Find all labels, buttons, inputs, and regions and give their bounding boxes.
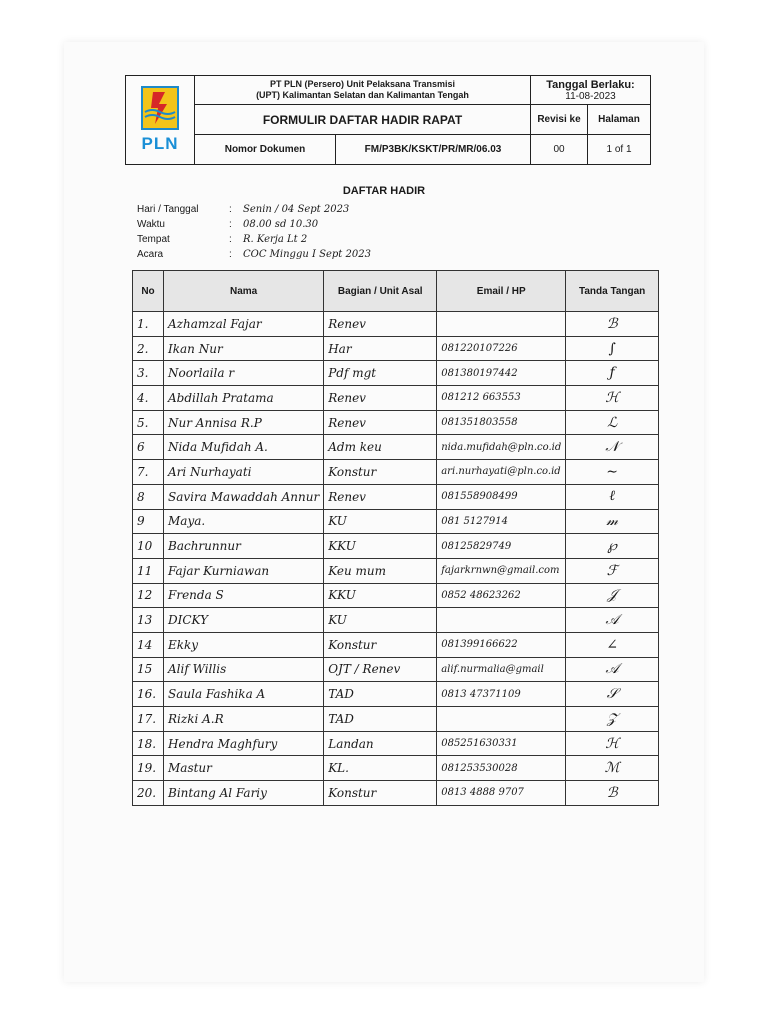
table-row xyxy=(133,632,659,657)
revisi-value: 00 xyxy=(531,135,588,165)
cell-no: 11 xyxy=(133,558,164,583)
company-line-1: PT PLN (Persero) Unit Pelaksana Transmisi xyxy=(269,79,456,89)
table-row xyxy=(133,707,659,732)
cell-nama: Nida Mufidah A. xyxy=(164,435,324,460)
cell-signature: ∫ xyxy=(566,336,659,361)
info-colon: : xyxy=(229,249,232,260)
cell-no: 4. xyxy=(133,386,164,411)
table-row xyxy=(133,386,659,411)
cell-contact: alif.nurmalia@gmail xyxy=(437,657,566,682)
nomor-dokumen-value: FM/P3BK/KSKT/PR/MR/06.03 xyxy=(336,135,531,165)
cell-signature: ℋ xyxy=(566,731,659,756)
cell-unit: KKU xyxy=(324,534,437,559)
document-header xyxy=(125,75,651,165)
cell-unit: KL. xyxy=(324,756,437,781)
cell-contact: 0813 47371109 xyxy=(437,682,566,707)
cell-no: 16. xyxy=(133,682,164,707)
cell-no: 5. xyxy=(133,410,164,435)
info-value: 08.00 sd 10.30 xyxy=(243,219,319,230)
cell-contact: 081558908499 xyxy=(437,484,566,509)
table-row xyxy=(133,558,659,583)
cell-contact: 0852 48623262 xyxy=(437,583,566,608)
table-row xyxy=(133,756,659,781)
nomor-dokumen-label: Nomor Dokumen xyxy=(195,135,336,165)
cell-unit: Renev xyxy=(324,410,437,435)
cell-contact xyxy=(437,312,566,337)
cell-no: 9 xyxy=(133,509,164,534)
cell-no: 18. xyxy=(133,731,164,756)
info-label: Waktu xyxy=(137,219,165,230)
cell-unit: Adm keu xyxy=(324,435,437,460)
cell-unit: OJT / Renev xyxy=(324,657,437,682)
table-row xyxy=(133,460,659,485)
meeting-info xyxy=(137,202,371,262)
table-row xyxy=(133,781,659,806)
table-row xyxy=(133,657,659,682)
cell-nama: Bachrunnur xyxy=(164,534,324,559)
cell-contact: 081399166622 xyxy=(437,632,566,657)
revisi-label: Revisi ke xyxy=(531,105,588,135)
cell-signature: ℬ xyxy=(566,781,659,806)
info-row xyxy=(137,232,371,247)
form-title: FORMULIR DAFTAR HADIR RAPAT xyxy=(195,105,531,135)
cell-signature: ƒ xyxy=(566,361,659,386)
cell-no: 7. xyxy=(133,460,164,485)
cell-nama: DICKY xyxy=(164,608,324,633)
attendance-table xyxy=(132,270,659,806)
col-header-nama: Nama xyxy=(164,271,324,312)
cell-unit: TAD xyxy=(324,682,437,707)
cell-nama: Fajar Kurniawan xyxy=(164,558,324,583)
table-row xyxy=(133,682,659,707)
halaman-label: Halaman xyxy=(588,105,651,135)
cell-contact: 081351803558 xyxy=(437,410,566,435)
cell-nama: Ikan Nur xyxy=(164,336,324,361)
info-colon: : xyxy=(229,234,232,245)
cell-unit: Renev xyxy=(324,312,437,337)
table-row xyxy=(133,534,659,559)
cell-contact: fajarkrnwn@gmail.com xyxy=(437,558,566,583)
table-row xyxy=(133,336,659,361)
cell-unit: Konstur xyxy=(324,632,437,657)
info-row xyxy=(137,202,371,217)
cell-signature: 𝒩 xyxy=(566,435,659,460)
table-row xyxy=(133,435,659,460)
cell-no: 1. xyxy=(133,312,164,337)
cell-nama: Savira Mawaddah Annur xyxy=(164,484,324,509)
cell-no: 10 xyxy=(133,534,164,559)
cell-unit: Konstur xyxy=(324,781,437,806)
doc-title: DAFTAR HADIR xyxy=(342,185,426,197)
cell-nama: Frenda S xyxy=(164,583,324,608)
cell-nama: Rizki A.R xyxy=(164,707,324,732)
cell-no: 17. xyxy=(133,707,164,732)
cell-signature: ∠ xyxy=(566,632,659,657)
cell-contact: 081253530028 xyxy=(437,756,566,781)
cell-nama: Ari Nurhayati xyxy=(164,460,324,485)
cell-unit: KU xyxy=(324,608,437,633)
col-header-email: Email / HP xyxy=(437,271,566,312)
info-colon: : xyxy=(229,204,232,215)
cell-nama: Noorlaila r xyxy=(164,361,324,386)
cell-unit: Renev xyxy=(324,484,437,509)
logo-text: PLN xyxy=(141,134,179,153)
logo-cell xyxy=(126,76,195,165)
cell-no: 15 xyxy=(133,657,164,682)
pln-logo-icon xyxy=(141,86,179,130)
company-name xyxy=(195,76,531,105)
cell-no: 14 xyxy=(133,632,164,657)
table-row xyxy=(133,361,659,386)
table-row xyxy=(133,583,659,608)
table-row xyxy=(133,484,659,509)
table-row xyxy=(133,731,659,756)
cell-signature: 𝒜 xyxy=(566,608,659,633)
cell-signature: ℘ xyxy=(566,534,659,559)
tanggal-label: Tanggal Berlaku: xyxy=(546,78,635,91)
cell-no: 8 xyxy=(133,484,164,509)
cell-signature: 𝒮 xyxy=(566,682,659,707)
cell-contact: 081 5127914 xyxy=(437,509,566,534)
cell-contact: 08125829749 xyxy=(437,534,566,559)
cell-unit: Pdf mgt xyxy=(324,361,437,386)
info-row xyxy=(137,217,371,232)
cell-no: 2. xyxy=(133,336,164,361)
cell-unit: Landan xyxy=(324,731,437,756)
cell-signature: ℒ xyxy=(566,410,659,435)
cell-signature: ℳ xyxy=(566,756,659,781)
cell-unit: Konstur xyxy=(324,460,437,485)
cell-nama: Nur Annisa R.P xyxy=(164,410,324,435)
cell-no: 12 xyxy=(133,583,164,608)
cell-unit: Renev xyxy=(324,386,437,411)
tanggal-berlaku xyxy=(531,76,651,105)
tanggal-value: 11-08-2023 xyxy=(565,90,616,102)
cell-contact xyxy=(437,707,566,732)
info-label: Tempat xyxy=(137,234,170,245)
cell-signature: 𝒥 xyxy=(566,583,659,608)
cell-signature: 𝒜 xyxy=(566,657,659,682)
cell-contact: nida.mufidah@pln.co.id xyxy=(437,435,566,460)
cell-nama: Abdillah Pratama xyxy=(164,386,324,411)
cell-signature: 𝓂 xyxy=(566,509,659,534)
cell-nama: Alif Willis xyxy=(164,657,324,682)
cell-signature: ℓ xyxy=(566,484,659,509)
cell-nama: Hendra Maghfury xyxy=(164,731,324,756)
cell-contact: 0813 4888 9707 xyxy=(437,781,566,806)
cell-unit: Har xyxy=(324,336,437,361)
cell-no: 20. xyxy=(133,781,164,806)
cell-nama: Mastur xyxy=(164,756,324,781)
col-header-tanda-tangan: Tanda Tangan xyxy=(566,271,659,312)
col-header-unit: Bagian / Unit Asal xyxy=(324,271,437,312)
cell-contact: 081380197442 xyxy=(437,361,566,386)
cell-unit: Keu mum xyxy=(324,558,437,583)
info-label: Acara xyxy=(137,249,164,260)
info-value: R. Kerja Lt 2 xyxy=(243,234,308,245)
cell-nama: Ekky xyxy=(164,632,324,657)
cell-contact: 085251630331 xyxy=(437,731,566,756)
cell-signature: ℋ xyxy=(566,386,659,411)
cell-contact: 081220107226 xyxy=(437,336,566,361)
cell-signature: 𝒵 xyxy=(566,707,659,732)
cell-signature: ℱ xyxy=(566,558,659,583)
cell-nama: Maya. xyxy=(164,509,324,534)
cell-unit: KKU xyxy=(324,583,437,608)
cell-nama: Saula Fashika A xyxy=(164,682,324,707)
cell-contact: 081212 663553 xyxy=(437,386,566,411)
cell-contact xyxy=(437,608,566,633)
info-row xyxy=(137,247,371,262)
cell-no: 13 xyxy=(133,608,164,633)
cell-no: 3. xyxy=(133,361,164,386)
cell-unit: KU xyxy=(324,509,437,534)
cell-signature: ∼ xyxy=(566,460,659,485)
cell-nama: Azhamzal Fajar xyxy=(164,312,324,337)
table-row xyxy=(133,312,659,337)
table-row xyxy=(133,410,659,435)
table-row xyxy=(133,509,659,534)
halaman-value: 1 of 1 xyxy=(588,135,651,165)
info-value: COC Minggu I Sept 2023 xyxy=(243,249,371,260)
cell-no: 6 xyxy=(133,435,164,460)
info-colon: : xyxy=(229,219,232,230)
cell-contact: ari.nurhayati@pln.co.id xyxy=(437,460,566,485)
cell-nama: Bintang Al Fariy xyxy=(164,781,324,806)
company-line-2: (UPT) Kalimantan Selatan dan Kalimantan Tengah xyxy=(256,90,469,100)
cell-signature: ℬ xyxy=(566,312,659,337)
cell-no: 19. xyxy=(133,756,164,781)
table-row xyxy=(133,608,659,633)
col-header-no: No xyxy=(133,271,164,312)
info-value: Senin / 04 Sept 2023 xyxy=(243,204,350,215)
cell-unit: TAD xyxy=(324,707,437,732)
info-label: Hari / Tanggal xyxy=(137,204,199,215)
